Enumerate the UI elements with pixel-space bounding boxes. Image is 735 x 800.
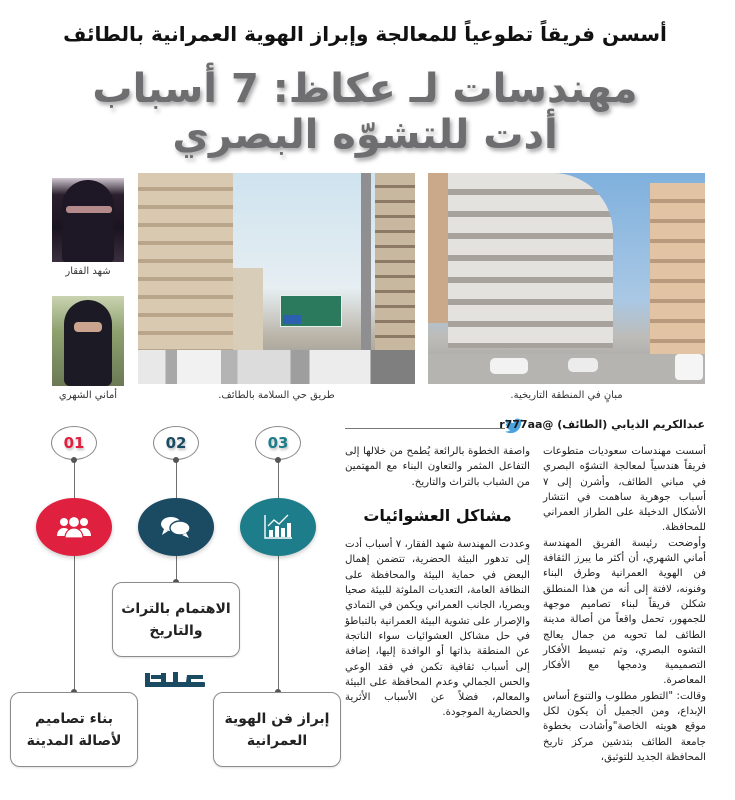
building-photo	[428, 173, 705, 384]
paragraph: أسست مهندسات سعوديات متطوعات فريقاً هندسياً لمعالجة التشوّه البصري في مباني الطائف، وأشرن إلى ٧ أسباب جوهرية ساهمت في انتشار الأشكال الدخيلة على الطراز العمراني للمحافظة.	[543, 446, 706, 534]
street-photo-caption: طريق حي السلامة بالطائف.	[218, 390, 335, 401]
connector-dot	[71, 457, 77, 463]
reason-box-heritage: الاهتمام بالتراث والتاريخ	[112, 582, 240, 657]
author-name: عبدالكريم الذيابي (الطائف)	[557, 418, 705, 431]
byline-rule	[345, 428, 505, 429]
street-photo	[138, 173, 415, 384]
portrait-caption-shahd: شهد الفقار	[65, 266, 111, 277]
number-bubble-01: 01	[51, 426, 97, 460]
number-bubble-03: 03	[255, 426, 301, 460]
title-line-1: مهندسات لـ عكاظ: 7 أسباب	[92, 66, 638, 112]
main-title	[60, 66, 670, 158]
connector-line-01	[74, 459, 75, 695]
chat-icon	[160, 515, 192, 539]
bar-chart-icon	[263, 514, 293, 540]
title-line-2: أدت للتشوّه البصري	[172, 112, 558, 158]
article-column-middle	[345, 444, 530, 721]
paragraph: وقالت: "التطور مطلوب والتنوع أساس الإبداع، ومن الجميل أن يكون لكل موقع هويته الخاصة"وأشادت بخطوة جامعة الطائف بتدشين مركز تاريخ المحافظة الجديد للتوثيق،	[543, 690, 706, 763]
chart-disc	[240, 498, 316, 556]
reason-box-designs: بناء تصاميم لأصالة المدينة	[10, 692, 138, 767]
paragraph: واصفة الخطوة بالرائعة يُطمح من خلالها إلى التفاعل المثمر والتعاون البناء مع المهتمين من الشباب بالتراث والتاريخ.	[345, 446, 530, 488]
building-photo-caption: مبانٍ في المنطقة التاريخية.	[510, 390, 623, 401]
reason-box-identity: إبراز فن الهوية العمرانية	[213, 692, 341, 767]
people-disc	[36, 498, 112, 556]
chat-disc	[138, 498, 214, 556]
people-icon	[57, 516, 91, 538]
portrait-photo-shahd	[52, 178, 124, 262]
portrait-photo-amani	[52, 296, 124, 386]
connector-dot	[275, 457, 281, 463]
author-handle: @r777aa	[499, 418, 554, 431]
connector-dot	[173, 457, 179, 463]
paragraph: وعددت المهندسة شهد الفقار، ٧ أسباب أدت إلى تدهور البيئة الحضرية، تتضمن إهمال البعض في حماية البيئة والمحافظة على النظافة العامة، التعديات الملوثة للبيئة صحيا وبصريا، الجانب العمراني ويكمن في التمادي والإصرار على تشوية البيئة العمرانية بالتباطؤ في حل مشاكل العشوائيات سواء الناتجة عن المنطقة بذاتها أو الوافدة إليها، إضافة إلى أسباب ثقافية تكمن في فقد الوعي والحس الجمالي وعدم المحافظة على البيئة والمعالم، فضلاً عن الأسباب الأثرية والحضارية الموجودة.	[345, 539, 530, 719]
connector-line-03	[278, 459, 279, 695]
paragraph: وأوضحت رئيسة الفريق المهندسة أماني الشهري، أن أكثر ما يبرز الثقافة فن الهوية العمرانية وطرق البناء وفنونه، لافتة إلى أنه من هذا المنطلق شكلن فريقاً لبناء تصاميم موجهة للجمهور، تحمل واقعاً من أصالة مدينة الطائف لما تحويه من جمال يعالج التشوه البصري، وتم تبسيط الأفكار التصميمية ودمجها مع الأفكار المعاصرة.	[543, 537, 706, 687]
article-column-right	[543, 444, 706, 765]
infographic	[0, 420, 340, 800]
byline	[345, 416, 705, 436]
author-line	[499, 418, 705, 431]
number-bubble-02: 02	[153, 426, 199, 460]
okaz-logo	[143, 670, 207, 690]
portrait-caption-amani: أماني الشهري	[58, 390, 118, 401]
subheading: مشاكل العشوائيات	[363, 505, 512, 525]
kicker-headline: أسسن فريقاً تطوعياً للمعالجة وإبراز الهوية العمرانية بالطائف	[63, 22, 667, 46]
